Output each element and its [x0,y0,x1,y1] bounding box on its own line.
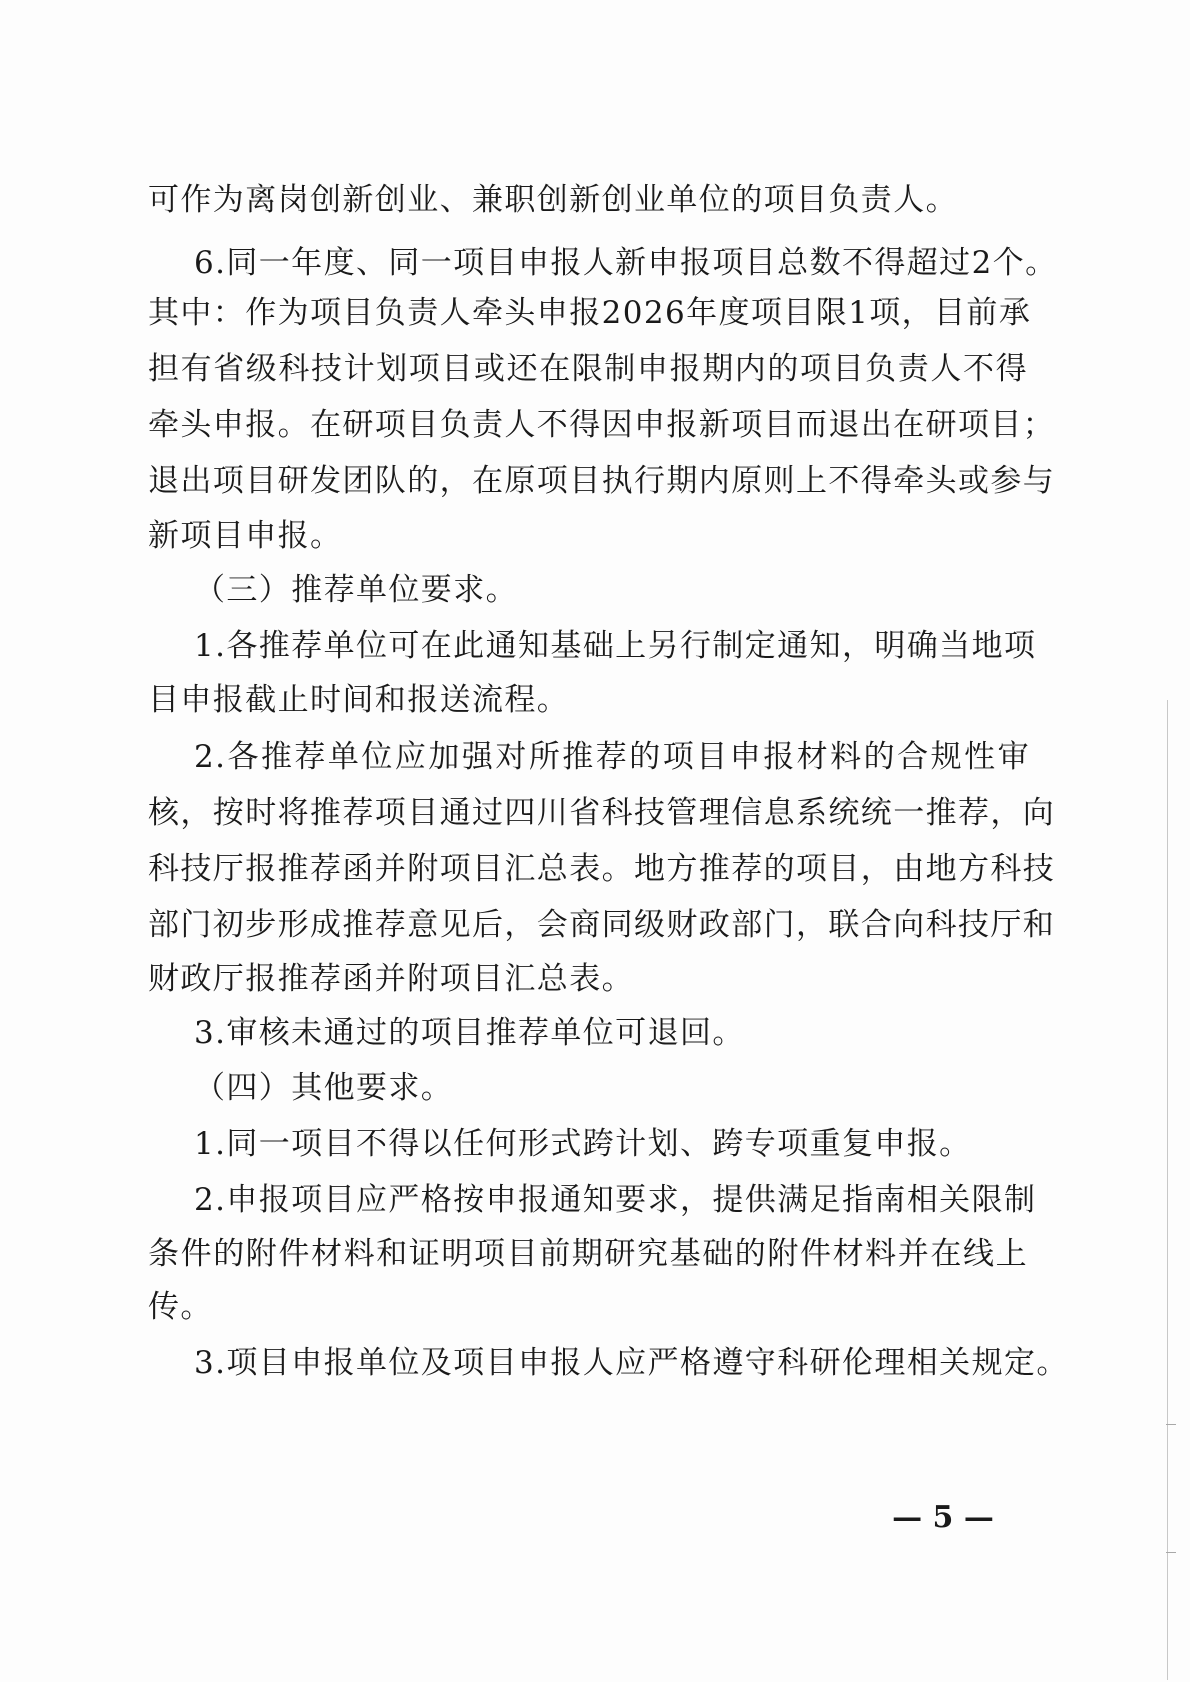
paragraph-line: 其中：作为项目负责人牵头申报2026年度项目限1项，目前承 [148,295,1032,331]
paragraph-line: 3.项目申报单位及项目申报人应严格遵守科研伦理相关规定。 [194,1345,1069,1381]
scan-edge-mark [1166,1552,1176,1553]
section-heading: （四）其他要求。 [194,1070,454,1106]
paragraph-line: 条件的附件材料和证明项目前期研究基础的附件材料并在线上 [148,1236,1028,1272]
paragraph-line: 3.审核未通过的项目推荐单位可退回。 [194,1015,745,1051]
paragraph-line: 核，按时将推荐项目通过四川省科技管理信息系统统一推荐，向 [148,795,1056,831]
page-number: — 5 — [892,1500,994,1535]
scan-edge-mark [1166,1424,1176,1425]
paragraph-line: 部门初步形成推荐意见后，会商同级财政部门，联合向科技厅和 [148,907,1056,943]
paragraph-line: 新项目申报。 [148,518,343,554]
paragraph-line: 6.同一年度、同一项目申报人新申报项目总数不得超过2个。 [194,245,1058,281]
paragraph-line: 2.各推荐单位应加强对所推荐的项目申报材料的合规性审 [194,739,1030,775]
paragraph-line: 2.申报项目应严格按申报通知要求，提供满足指南相关限制 [194,1182,1037,1218]
paragraph-line: 可作为离岗创新创业、兼职创新创业单位的项目负责人。 [148,182,958,218]
paragraph-line: 牵头申报。在研项目负责人不得因申报新项目而退出在研项目； [148,407,1056,443]
scan-edge-mark [1167,700,1168,1680]
paragraph-line: 退出项目研发团队的，在原项目执行期内原则上不得牵头或参与 [148,463,1056,499]
section-heading: （三）推荐单位要求。 [194,572,518,608]
paragraph-line: 传。 [148,1289,213,1325]
paragraph-line: 担有省级科技计划项目或还在限制申报期内的项目负责人不得 [148,351,1028,387]
paragraph-line: 1.同一项目不得以任何形式跨计划、跨专项重复申报。 [194,1126,972,1162]
paragraph-line: 科技厅报推荐函并附项目汇总表。地方推荐的项目，由地方科技 [148,851,1056,887]
paragraph-line: 1.各推荐单位可在此通知基础上另行制定通知，明确当地项 [194,628,1037,664]
paragraph-line: 目申报截止时间和报送流程。 [148,682,570,718]
paragraph-line: 财政厅报推荐函并附项目汇总表。 [148,961,634,997]
